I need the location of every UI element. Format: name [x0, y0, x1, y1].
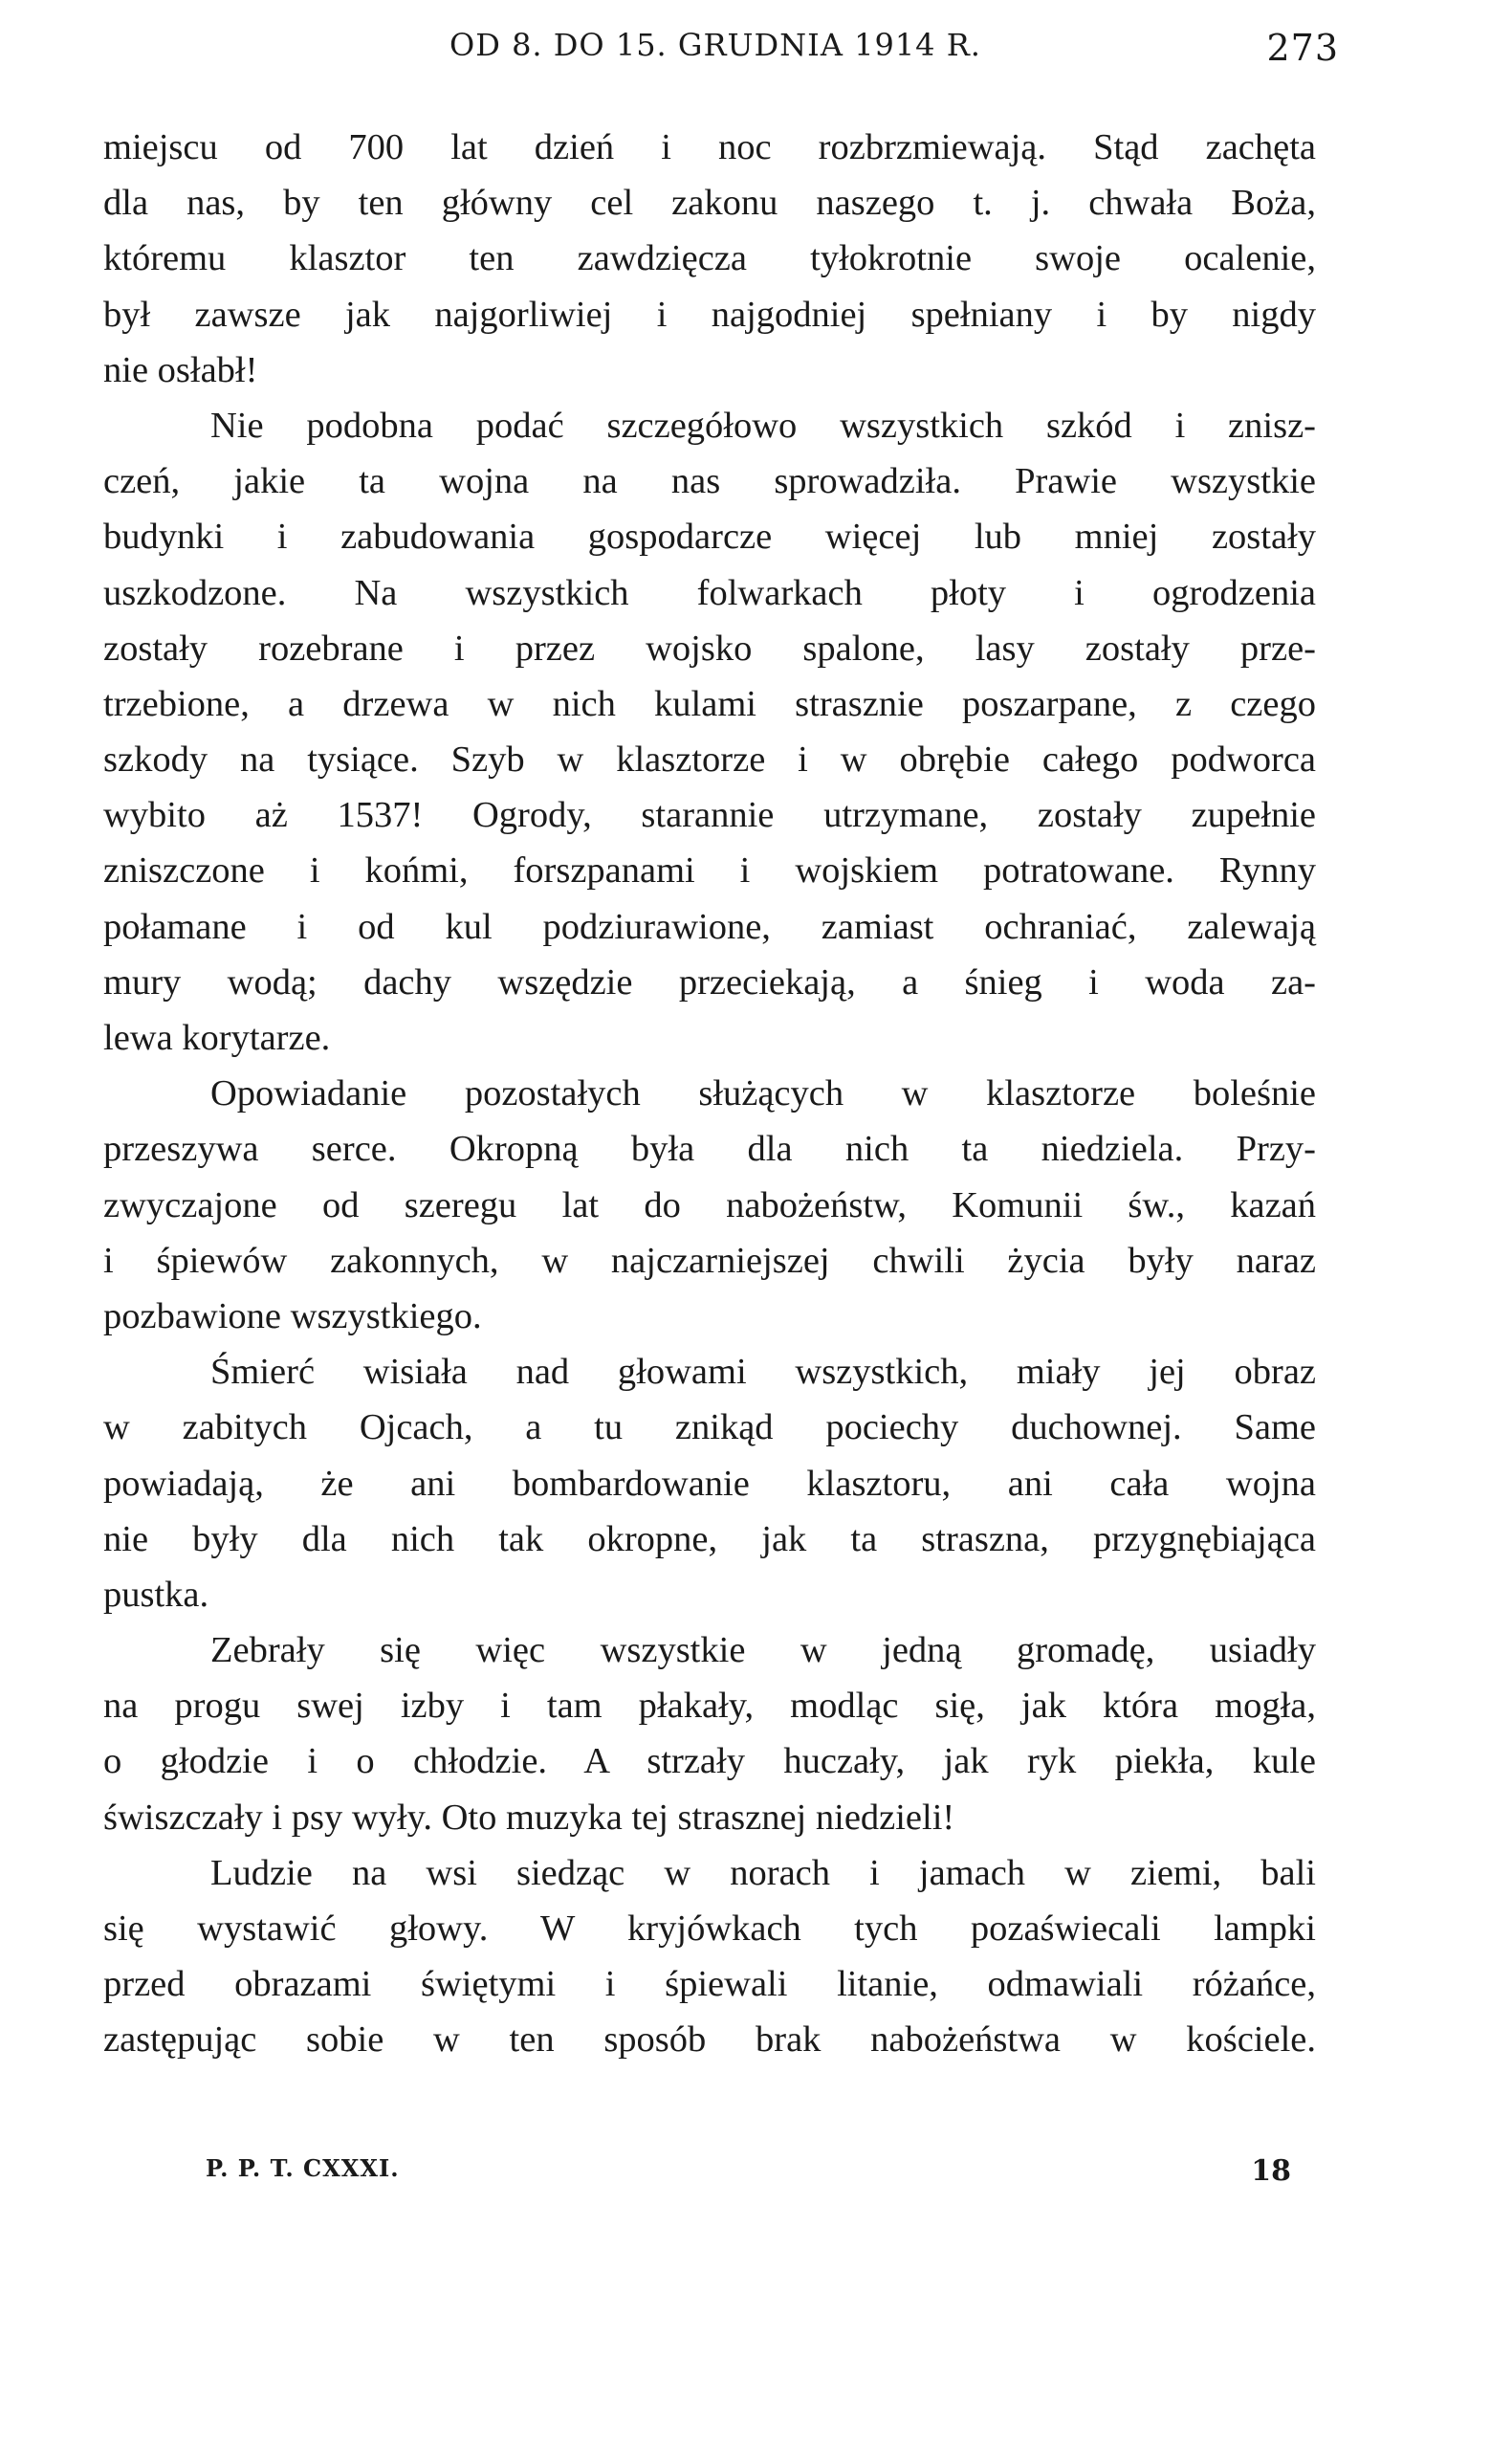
body-text	[103, 120, 1316, 2068]
printer-signature: P. P. T. CXXXI.	[206, 2154, 400, 2182]
text-line: budynki i zabudowania gospodarcze więcej lub mniej zostały	[103, 517, 1316, 558]
text-line: nie osłabł!	[103, 349, 258, 390]
text-line: lewa korytarze.	[103, 1018, 331, 1058]
text-line: nie były dla nich tak okropne, jak ta straszna, przygnębiająca	[103, 1518, 1316, 1559]
text-line: miejscu od 700 lat dzień i noc rozbrzmiewają. Stąd zachęta	[103, 127, 1316, 167]
text-line: Opowiadanie pozostałych służących w klasztorze boleśnie	[210, 1073, 1316, 1114]
text-line: w zabitych Ojcach, a tu znikąd pociechy duchownej. Same	[103, 1407, 1316, 1448]
text-line: i śpiewów zakonnych, w najczarniejszej chwili życia były naraz	[103, 1240, 1316, 1281]
page-footer	[206, 2154, 1291, 2202]
text-line: był zawsze jak najgorliwiej i najgodniej spełniany i by nigdy	[103, 294, 1316, 335]
page-number: 273	[1266, 27, 1339, 69]
text-line: zwyczajone od szeregu lat do nabożeństw, Komunii św., kazań	[103, 1184, 1316, 1225]
text-line: świszczały i psy wyły. Oto muzyka tej strasznej niedzieli!	[103, 1797, 955, 1838]
text-line: zostały rozebrane i przez wojsko spalone, lasy zostały prze-	[103, 628, 1316, 669]
text-line: się wystawić głowy. W kryjówkach tych pozaświecali lampki	[103, 1908, 1316, 1949]
text-line: mury wodą; dachy wszędzie przeciekają, a śnieg i woda za-	[103, 961, 1316, 1003]
text-line: Nie podobna podać szczegółowo wszystkich szkód i znisz-	[210, 405, 1316, 446]
text-line: czeń, jakie ta wojna na nas sprowadziła. Prawie wszystkie	[103, 461, 1316, 502]
text-line: Ludzie na wsi siedząc w norach i jamach w ziemi, bali	[210, 1852, 1316, 1893]
text-line: pozbawione wszystkiego.	[103, 1295, 482, 1336]
text-line: szkody na tysiące. Szyb w klasztorze i w obrębie całego podworca	[103, 739, 1316, 781]
text-line: dla nas, by ten główny cel zakonu naszego t. j. chwała Boża,	[103, 183, 1316, 224]
text-line: powiadają, że ani bombardowanie klasztoru, ani cała wojna	[103, 1463, 1316, 1504]
text-line: pustka.	[103, 1574, 209, 1615]
text-line: zastępując sobie w ten sposób brak nabożeństwa w kościele.	[103, 2019, 1316, 2061]
text-line: wybito aż 1537! Ogrody, starannie utrzymane, zostały zupełnie	[103, 795, 1316, 836]
text-line: na progu swej izby i tam płakały, modląc się, jak która mogła,	[103, 1686, 1316, 1727]
text-line: połamane i od kul podziurawione, zamiast ochraniać, zalewają	[103, 906, 1316, 947]
text-line: Zebrały się więc wszystkie w jedną gromadę, usiadły	[210, 1630, 1316, 1671]
text-line: o głodzie i o chłodzie. A strzały huczały, jak ryk piekła, kule	[103, 1741, 1316, 1782]
text-line: zniszczone i końmi, forszpanami i wojskiem potratowane. Rynny	[103, 850, 1316, 892]
text-line: trzebione, a drzewa w nich kulami strasznie poszarpane, z czego	[103, 683, 1316, 724]
text-line: uszkodzone. Na wszystkich folwarkach płoty i ogrodzenia	[103, 572, 1316, 613]
text-line: któremu klasztor ten zawdzięcza tyłokrotnie swoje ocalenie,	[103, 238, 1316, 279]
sheet-number: 18	[1251, 2154, 1291, 2188]
text-line: Śmierć wisiała nad głowami wszystkich, miały jej obraz	[210, 1352, 1316, 1393]
running-head	[96, 27, 1339, 84]
running-title: OD 8. DO 15. GRUDNIA 1914 R.	[449, 27, 981, 63]
text-line: przeszywa serce. Okropną była dla nich ta niedziela. Przy-	[103, 1129, 1316, 1170]
text-line: przed obrazami świętymi i śpiewali litanie, odmawiali różańce,	[103, 1964, 1316, 2005]
